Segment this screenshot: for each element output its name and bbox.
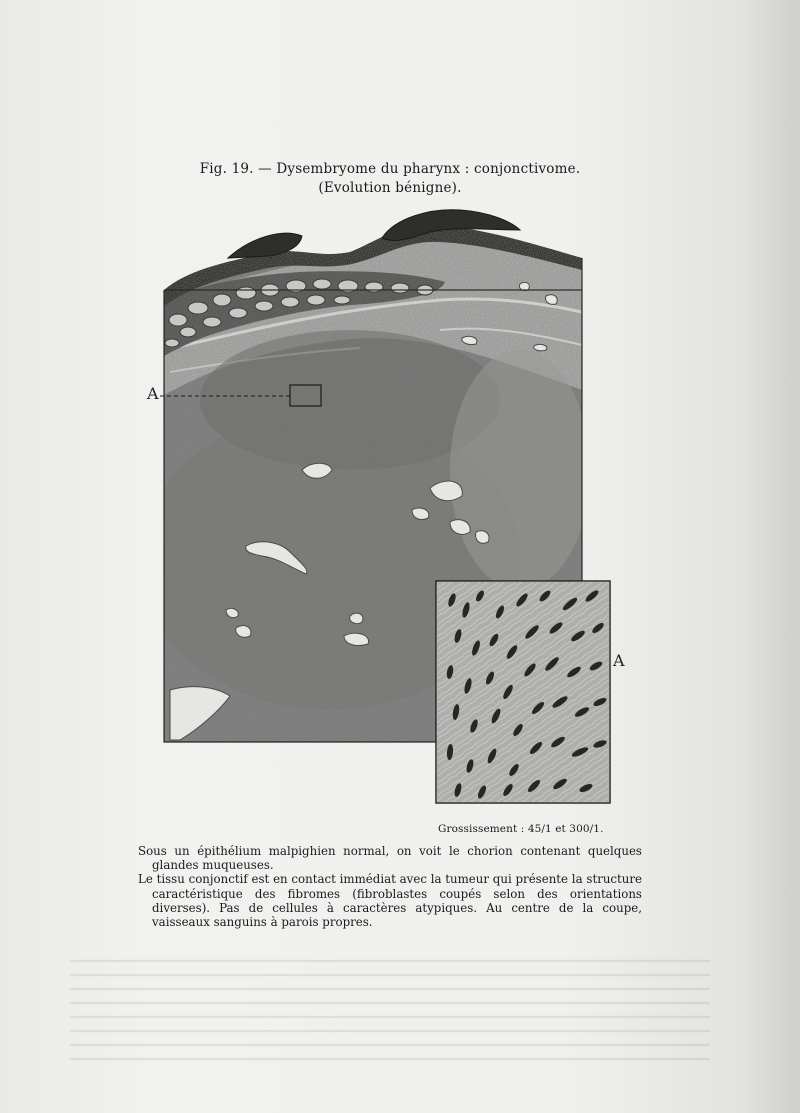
figure-caption-title: Fig. 19. — Dysembryome du pharynx : conjonctivome. (199, 161, 581, 177)
inset-label-right: A (613, 651, 625, 670)
figure-description (138, 844, 642, 929)
description-paragraph-1: Sous un épithélium malpighien normal, on voit le chorion contenant quelques glandes muqueuses. (138, 844, 642, 873)
figure-caption-subtitle: (Evolution bénigne). (318, 180, 462, 196)
inset-label-left: A (147, 384, 159, 403)
magnification-note: Grossissement : 45/1 et 300/1. (438, 823, 604, 835)
description-paragraph-2: Le tissu conjonctif est en contact immédiat avec la tumeur qui présente la structure caractéristique des fibromes (fibroblastes coupés selon des orientations diverses). Pas de cellules à caractères atypiques. Au centre de la coupe, vaisseaux sanguins à parois propres. (138, 872, 642, 930)
magnified-inset (436, 581, 610, 803)
